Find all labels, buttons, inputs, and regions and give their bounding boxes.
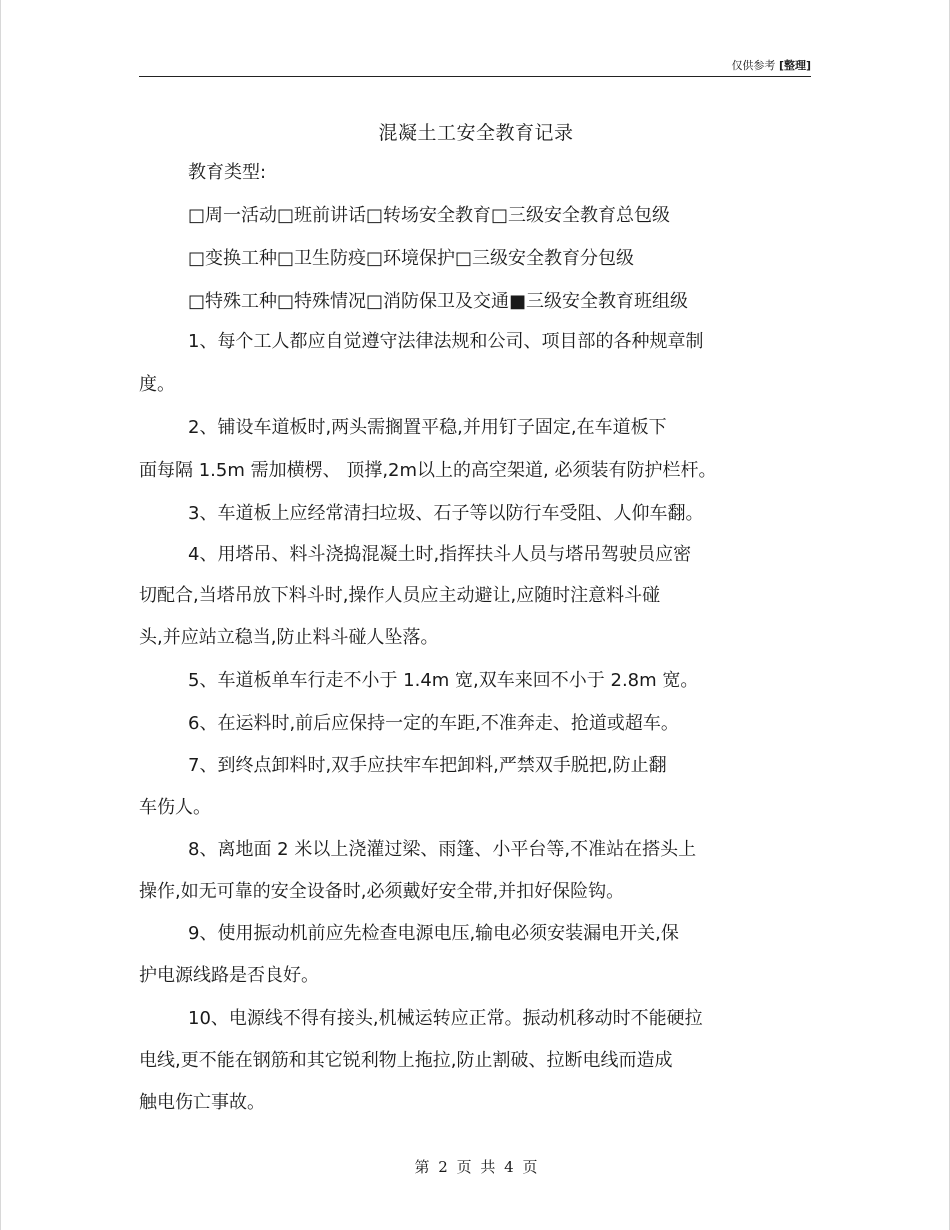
body-line: 2、铺设车道板时,两头需搁置平稳,并用钉子固定,在车道板下 <box>188 417 667 438</box>
body-line: □周一活动□班前讲话□转场安全教育□三级安全教育总包级 <box>188 205 671 226</box>
body-line: 7、到终点卸料时,双手应扶牢车把卸料,严禁双手脱把,防止翻 <box>188 755 667 776</box>
body-line: 车伤人。 <box>139 797 211 818</box>
page-footer: 第 2 页 共 4 页 <box>414 1158 538 1176</box>
body-line: 6、在运料时,前后应保持一定的车距,不准奔走、抢道或超车。 <box>188 713 679 734</box>
body-line: 8、离地面 2 米以上浇灌过梁、雨篷、小平台等,不准站在搭头上 <box>188 839 697 860</box>
body-line: 电线,更不能在钢筋和其它锐利物上拖拉,防止割破、拉断电线而造成 <box>139 1050 673 1071</box>
body-line: 9、使用振动机前应先检查电源电压,输电必须安装漏电开关,保 <box>188 923 679 944</box>
header-rule <box>139 76 811 77</box>
body-line: 1、每个工人都应自觉遵守法律法规和公司、项目部的各种规章制 <box>188 331 704 352</box>
body-line: 护电源线路是否良好。 <box>139 965 319 986</box>
body-line: 教育类型: <box>188 162 267 183</box>
body-line: 面每隔 1.5m 需加横楞、 顶撑,2m以上的高空架道, 必须装有防护栏杆。 <box>139 460 717 481</box>
page-header <box>139 57 811 73</box>
body-line: □变换工种□卫生防疫□环境保护□三级安全教育分包级 <box>188 248 635 269</box>
body-line: 头,并应站立稳当,防止料斗碰人坠落。 <box>139 627 439 648</box>
body-line: 4、用塔吊、料斗浇捣混凝土时,指挥扶斗人员与塔吊驾驶员应密 <box>188 544 692 565</box>
body-line: 度。 <box>139 374 175 395</box>
body-line: □特殊工种□特殊情况□消防保卫及交通■三级安全教育班组级 <box>188 291 689 312</box>
document-title: 混凝土工安全教育记录 <box>378 122 574 144</box>
body-line: 3、车道板上应经常清扫垃圾、石子等以防行车受阻、人仰车翻。 <box>188 503 704 524</box>
body-line: 10、电源线不得有接头,机械运转应正常。振动机移动时不能硬拉 <box>188 1008 703 1029</box>
body-line: 5、车道板单车行走不小于 1.4m 宽,双车来回不小于 2.8m 宽。 <box>188 670 699 691</box>
body-line: 触电伤亡事故。 <box>139 1092 265 1113</box>
header-bracket: [整理] <box>778 59 811 72</box>
body-line: 操作,如无可靠的安全设备时,必须戴好安全带,并扣好保险钩。 <box>139 881 625 902</box>
body-line: 切配合,当塔吊放下料斗时,操作人员应主动避让,应随时注意料斗碰 <box>139 585 661 606</box>
header-text: 仅供参考 <box>731 59 776 72</box>
